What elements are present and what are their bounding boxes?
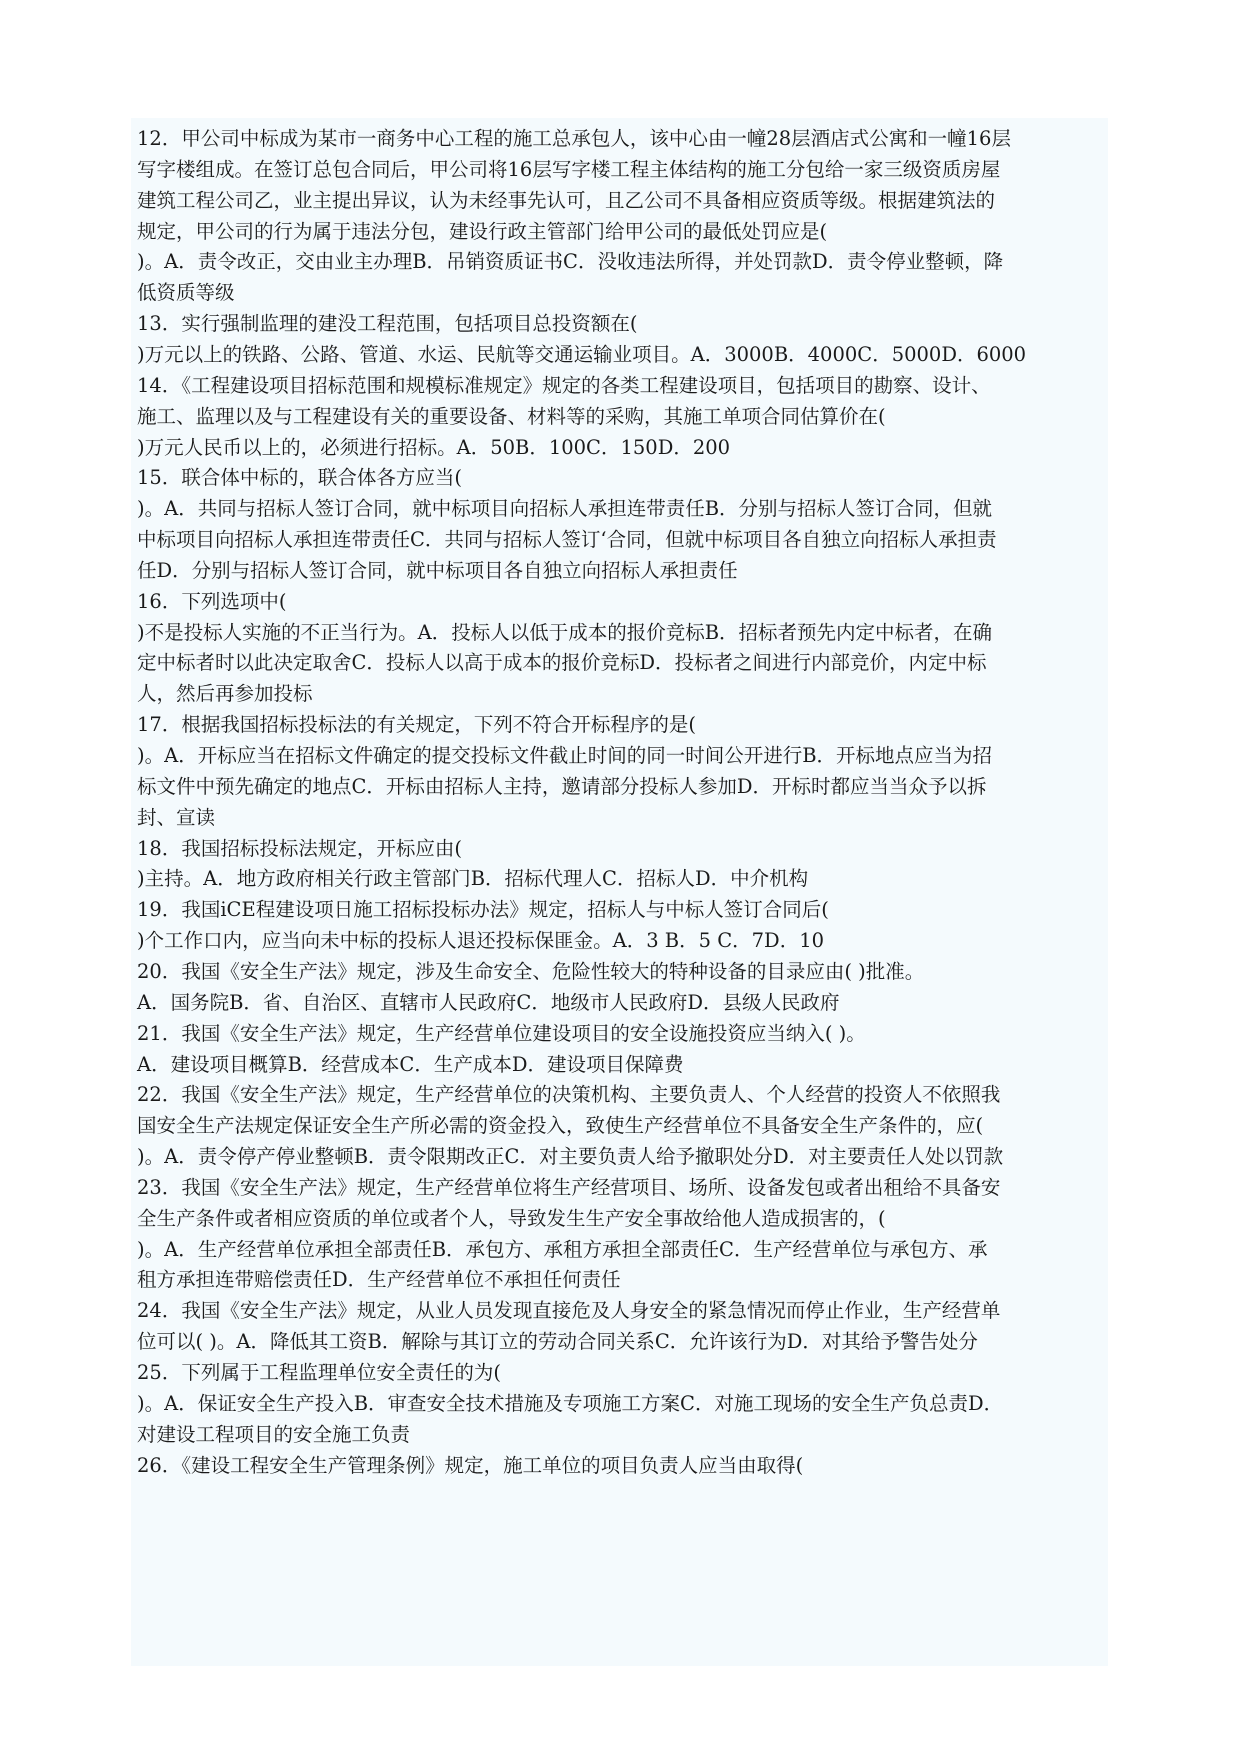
- text-line: 12．甲公司中标成为某市一商务中心工程的施工总承包人，该中心由一幢28层酒店式公寓和一幢16层: [137, 127, 1011, 150]
- text-line: 施工、监理以及与工程建设有关的重要设备、材料等的采购，其施工单项合同估算价在(: [137, 404, 886, 428]
- text-line: 封、宣读: [137, 805, 216, 829]
- text-line: 23．我国《安全生产法》规定，生产经营单位将生产经营项目、场所、设备发包或者出租给不具备安: [137, 1175, 1001, 1199]
- text-line: 26．《建设工程安全生产管理条例》规定，施工单位的项目负责人应当由取得(: [137, 1453, 804, 1477]
- text-line: 写字楼组成。在签订总包合同后，甲公司将16层写字楼工程主体结构的施工分包给一家三级资质房屋: [137, 157, 1001, 181]
- document-page: [131, 118, 1108, 1666]
- text-line: 定中标者时以此决定取舍C．投标人以高于成本的报价竞标D．投标者之间进行内部竞价，内定中标: [137, 651, 987, 675]
- text-line: )。A．责令改正，交由业主办理B．吊销资质证书C．没收违法所得，并处罚款D．责令停业整顿，降: [137, 250, 1004, 274]
- text-line: 标文件中预先确定的地点C．开标由招标人主持，邀请部分投标人参加D．开标时都应当当众予以拆: [137, 774, 987, 798]
- text-line: 位可以( )。A．降低其工资B．解除与其订立的劳动合同关系C．允许该行为D．对其给予警告处分: [137, 1330, 978, 1354]
- text-line: 租方承担连带赔偿责任D．生产经营单位不承担任何责任: [137, 1268, 621, 1292]
- text-line: A．国务院B．省、自治区、直辖市人民政府C．地级市人民政府D．县级人民政府: [137, 990, 840, 1014]
- text-line: 14．《工程建设项目招标范围和规模标准规定》规定的各类工程建设项目，包括项目的勘察、设计、: [137, 373, 991, 397]
- text-line: 19．我国iCE程建设项日施工招标投标办法》规定，招标人与中标人签订合同后(: [137, 898, 829, 922]
- text-line: 25．下列属于工程监理单位安全责任的为(: [137, 1361, 501, 1384]
- text-line: )个工作口内，应当向未中标的投标人退还投标保匪金。A．3 B．5 C．7D．10: [137, 929, 825, 953]
- text-line: )。A．共同与招标人签订合同，就中标项目向招标人承担连带责任B．分别与招标人签订合同，但就: [137, 497, 993, 521]
- text-line: 国安全生产法规定保证安全生产所必需的资金投入，致使生产经营单位不具备安全生产条件的，应(: [137, 1114, 984, 1138]
- text-line: 规定，甲公司的行为属于违法分包，建设行政主管部门给甲公司的最低处罚应是(: [137, 219, 828, 243]
- text-line: )。A．保证安全生产投入B．审查安全技术措施及专项施工方案C．对施工现场的安全生产负总责D．: [137, 1391, 1004, 1415]
- text-line: A．建设项目概算B．经营成本C．生产成本D．建设项目保障费: [137, 1052, 684, 1076]
- text-line: 建筑工程公司乙，业主提出异议，认为未经事先认可，且乙公司不具备相应资质等级。根据建筑法的: [137, 188, 996, 212]
- text-line: 13．实行强制监理的建没工程范围，包括项目总投资额在(: [137, 312, 638, 336]
- text-line: 中标项目向招标人承担连带责任C．共同与招标人签订‘合同，但就中标项目各自独立向招标人承担责: [137, 528, 997, 552]
- text-line: 17．根据我国招标投标法的有关规定，下列不符合开标程序的是(: [137, 713, 696, 737]
- text-line: 18．我国招标投标法规定，开标应由(: [137, 836, 462, 860]
- text-line: )万元以上的铁路、公路、管道、水运、民航等交通运输业项目。A．3000B．4000C．5000D．6000: [137, 342, 1027, 366]
- text-line: 21．我国《安全生产法》规定，生产经营单位建设项目的安全设施投资应当纳入( )。: [137, 1021, 866, 1045]
- text-line: 全生产条件或者相应资质的单位或者个人，导致发生生产安全事故给他人造成损害的，(: [137, 1206, 886, 1230]
- text-line: 低资质等级: [137, 281, 235, 305]
- text-line: 人，然后再参加投标: [137, 682, 313, 706]
- text-line: )主持。A．地方政府相关行政主管部门B．招标代理人C．招标人D．中介机构: [137, 867, 809, 891]
- text-line: 16．下列选项中(: [137, 589, 287, 613]
- text-line: )。A．责令停产停业整顿B．责令限期改正C．对主要负责人给予撤职处分D．对主要责任人处以罚款: [137, 1145, 1004, 1169]
- text-line: )。A．开标应当在招标文件确定的提交投标文件截止时间的同一时间公开进行B．开标地点应当为招: [137, 744, 993, 767]
- text-line: 22．我国《安全生产法》规定，生产经营单位的决策机构、主要负责人、个人经营的投资人不依照我: [137, 1083, 1001, 1107]
- text-line: 24．我国《安全生产法》规定，从业人员发现直接危及人身安全的紧急情况而停止作业，生产经营单: [137, 1299, 1001, 1323]
- text-line: 对建设工程项目的安全施工负责: [137, 1422, 411, 1446]
- text-line: )不是投标人实施的不正当行为。A．投标人以低于成本的报价竞标B．招标者预先内定中标者，在确: [137, 620, 993, 644]
- text-line: 15．联合体中标的，联合体各方应当(: [137, 466, 462, 490]
- text-line: )。A．生产经营单位承担全部责任B．承包方、承租方承担全部责任C．生产经营单位与承包方、承: [137, 1237, 988, 1261]
- text-line: 20．我国《安全生产法》规定，涉及生命安全、危险性较大的特种设备的目录应由( )批准。: [137, 959, 925, 983]
- text-line: )万元人民币以上的，必须进行招标。A．50B．100C．150D．200: [137, 435, 731, 459]
- text-line: 任D．分别与招标人签订合同，就中标项目各自独立向招标人承担责任: [137, 558, 738, 582]
